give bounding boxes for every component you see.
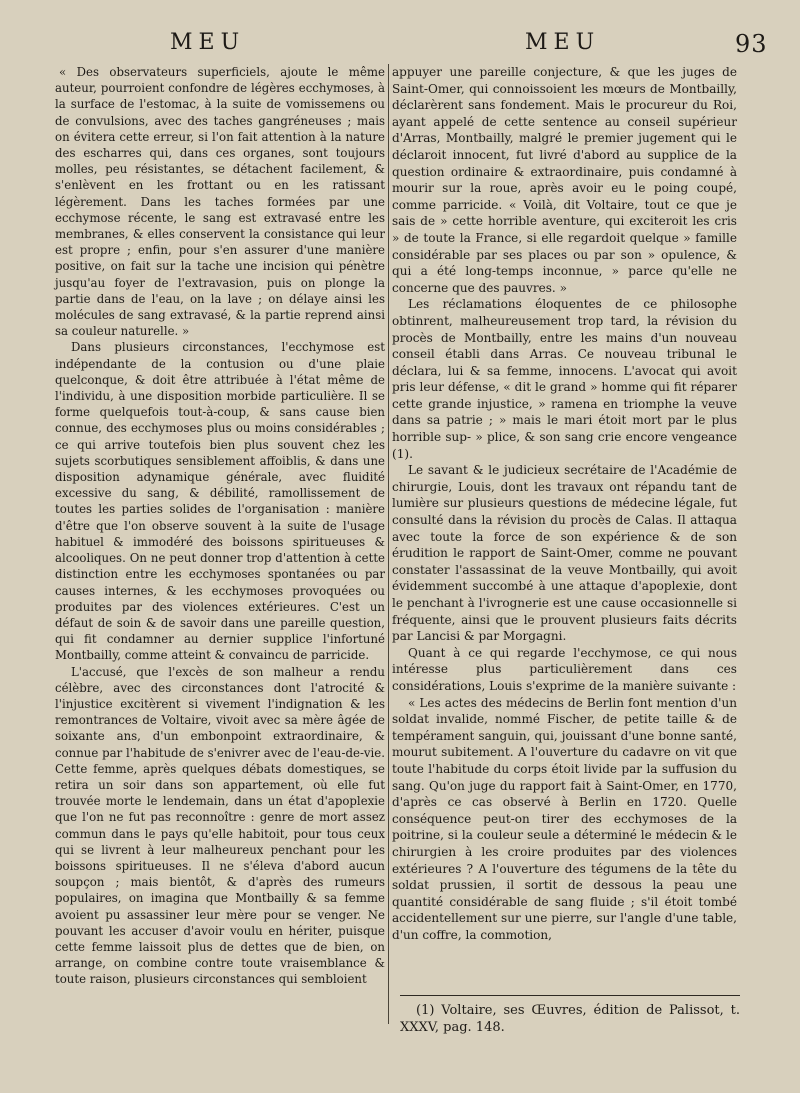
left-column [55,64,385,988]
paragraph: Le savant & le judicieux secrétaire de l'Académie de chirurgie, Louis, dont les travaux ont répandu tant de lumière sur plusieurs questions de médecine légale, fut consulté dans la révision du procès de Calas. Il attaqua avec toute la force de son expérience & de son érudition le rapport de Saint-Omer, comme ne pouvant constater l'assassinat de la veuve Montbailly, qui avoit évidemment succombé à une attaque d'apoplexie, dont le penchant à l'ivrognerie est une cause occasionnelle si fréquente, ainsi que le prouvent plusieurs faits décrits par Lancisi & par Morgagni. [392,463,737,644]
footnote-text: (1) Voltaire, ses Œuvres, édition de Palissot, t. XXXV, pag. 148. [400,1003,740,1035]
paragraph: Quant à ce qui regarde l'ecchymose, ce qui nous intéresse plus particulièrement dans ces considérations, Louis s'exprime de la manière suivante : [392,645,737,693]
column-divider [388,64,389,1024]
paragraph: L'accusé, que l'excès de son malheur a rendu célèbre, avec des circonstances dont l'atrocité & l'injustice excitèrent si vivement l'indignation & les remontrances de Voltaire, vivoit avec sa mère âgée de soixante ans, d'un embonpoint extraordinaire, & connue par l'habitude de s'enivrer avec de l'eau-de-vie. Cette femme, après quelques débats domestiques, se retira un soir dans son appartement, où elle fut trouvée morte le lendemain, dans un état d'apoplexie que l'on ne fut pas reconnoître : genre de mort assez commun dans le pays qu'elle habitoit, pour tous ceux qui se livrent à leur malheureux penchant pour les boissons spiritueuses. Il ne s'éleva d'abord aucun soupçon ; mais bientôt, & d'après des rumeurs populaires, on imagina que Montbailly & sa femme avoient pu assassiner leur mère pour se venger. Ne pouvant les accuser d'avoir voulu en hériter, puisque cette femme laissoit plus de dettes que de bien, on arrange, on combine contre toute vraisemblance & toute raison, plusieurs circonstances qui sembloient [55,664,385,987]
running-head-right: MEU [525,30,601,55]
footnote [400,1002,740,1036]
right-column [392,64,737,943]
paragraph: « Les actes des médecins de Berlin font mention d'un soldat invalide, nommé Fischer, de petite taille & de tempérament sanguin, qui, jouissant d'une bonne santé, mourut subitement. A l'ouverture du cadavre on vit que toute l'habitude du corps étoit livide par la suffusion du sang. Qu'on juge du rapport fait à Saint-Omer, en 1770, d'après ce cas observé à Berlin en 1720. Quelle conséquence peut-on tirer des ecchymoses de la poitrine, si la couleur seule a déterminé le médecin & le chirurgien à les croire produites par des violences extérieures ? A l'ouverture des tégumens de la tête du soldat prussien, il sortit de dessous la peau une quantité considérable de sang fluide ; s'il étoit tombé accidentellement sur une pierre, sur l'angle d'une table, d'un coffre, la commotion, [392,695,737,942]
page-number: 93 [735,30,768,58]
running-head [0,30,800,60]
footnote-rule [400,995,740,996]
running-head-left: MEU [170,30,246,55]
paragraph: Dans plusieurs circonstances, l'ecchymose est indépendante de la contusion ou d'une plaie quelconque, & doit être attribuée à l'état même de l'individu, à une disposition morbide particulière. Il se forme quelquefois tout-à-coup, & sans cause bien connue, des ecchymoses plus ou moins considérables ; ce qui arrive toutefois bien plus souvent chez les sujets scorbutiques sensiblement affoiblis, & dans une disposition adynamique générale, avec fluidité excessive du sang, & débilité, ramollissement de toutes les parties solides de l'organisation : manière d'être que l'on observe souvent à la suite de l'usage habituel & immodéré des boissons spiritueuses & alcooliques. On ne peut donner trop d'attention à cette distinction entre les ecchymoses spontanées ou par causes internes, & les ecchymoses provoquées ou produites par des violences extérieures. C'est un défaut de soin & de savoir dans une pareille question, qui fit condamner au dernier supplice l'infortuné Montbailly, comme atteint & convaincu de parricide. [55,340,385,663]
paragraph: « Des observateurs superficiels, ajoute le même auteur, pourroient confondre de légères ecchymoses, à la surface de l'estomac, à la suite de vomissemens ou de convulsions, avec des taches gangréneuses ; mais on évitera cette erreur, si l'on fait attention à la nature des escharres qui, dans ces organes, sont toujours molles, peu résistantes, se détachent facilement, & s'enlèvent en les frottant ou en les ratissant légèrement. Dans les taches formées par une ecchymose récente, le sang est extravasé entre les membranes, & elles conservent la consistance qui leur est propre ; enfin, pour s'en assurer d'une manière positive, on fait sur la tache une incision qui pénètre jusqu'au foyer de l'extravasion, puis on plonge la partie dans de l'eau, on la lave ; on délaye ainsi les molécules de sang extravasé, & la partie reprend ainsi sa couleur naturelle. » [55,65,385,339]
paragraph: appuyer une pareille conjecture, & que les juges de Saint-Omer, qui connoissoient les mœurs de Montbailly, déclarèrent sans fondement. Mais le procureur du Roi, ayant appelé de cette sentence au conseil supérieur d'Arras, Montbailly, malgré le premier jugement qui le déclaroit innocent, fut livré d'abord au supplice de la question ordinaire & extraordinaire, puis condamné à mourir sur la roue, après avoir eu le poing coupé, comme parricide. « Voilà, dit Voltaire, tout ce que je sais de » cette horrible aventure, qui exciteroit les cris » de toute la France, si elle regardoit quelque » famille considérable par ses places ou par son » opulence, & qui a été long-temps inconnue, » parce qu'elle ne concerne que des pauvres. » [392,65,737,295]
paragraph: Les réclamations éloquentes de ce philosophe obtinrent, malheureusement trop tard, la révision du procès de Montbailly, entre les mains d'un nouveau conseil établi dans Arras. Ce nouveau tribunal le déclara, lui & sa femme, innocens. L'avocat qui avoit pris leur défense, « dit le grand » homme qui fit réparer cette grande injustice, » ramena en triomphe la veuve dans sa patrie ; » mais le mari étoit mort par le plus horrible sup- » plice, & son sang crie encore vengeance (1). [392,297,737,461]
